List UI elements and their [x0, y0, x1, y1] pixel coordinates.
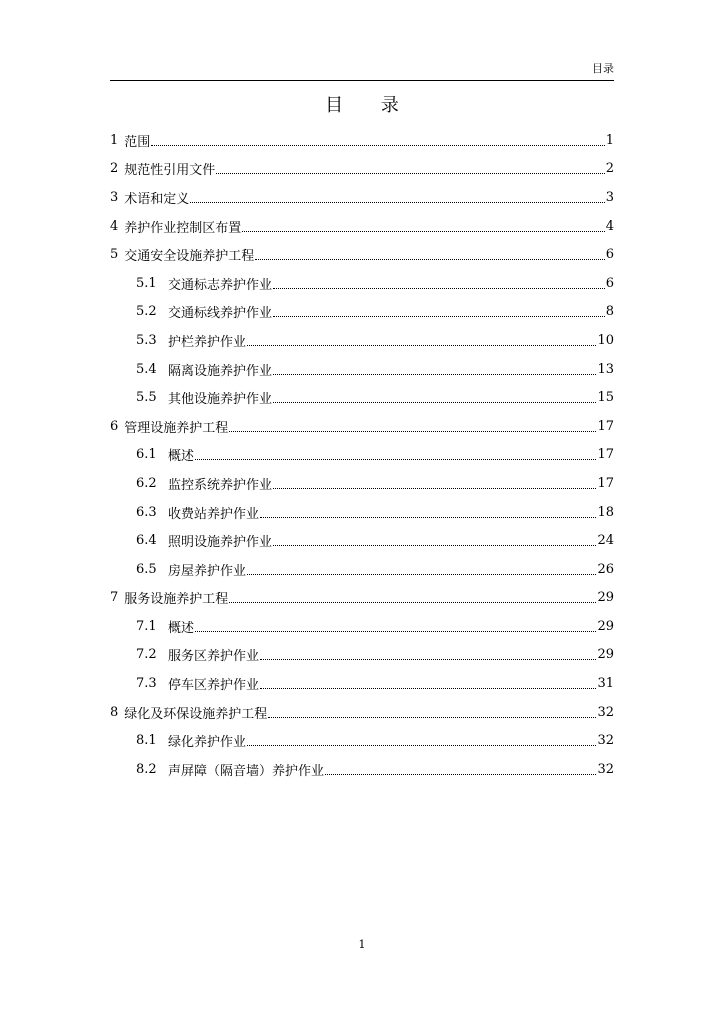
toc-entry-number: 8.1 [136, 733, 157, 749]
toc-dot-leader [247, 745, 596, 746]
toc-entry[interactable] [110, 355, 614, 384]
toc-entry[interactable] [110, 669, 614, 698]
toc-entry[interactable] [110, 155, 614, 184]
toc-entry[interactable] [110, 212, 614, 241]
toc-entry-title: 概述 [168, 620, 195, 636]
toc-entry-title: 交通标线养护作业 [168, 306, 273, 322]
toc-entry[interactable] [110, 726, 614, 755]
toc-dot-leader [151, 145, 604, 146]
toc-entry-title: 规范性引用文件 [124, 163, 216, 179]
toc-dot-leader [268, 717, 596, 718]
toc-entry-page: 6 [605, 247, 614, 263]
toc-dot-leader [255, 259, 604, 260]
toc-entry-number: 6.5 [136, 561, 157, 577]
toc-entry[interactable] [110, 183, 614, 212]
toc-entry-page: 15 [597, 390, 614, 406]
toc-entry-title: 术语和定义 [124, 191, 190, 207]
toc-entry[interactable] [110, 298, 614, 327]
toc-entry-number: 5 [110, 247, 119, 263]
toc-dot-leader [216, 173, 604, 174]
toc-entry-title: 房屋养护作业 [168, 563, 247, 579]
toc-entry[interactable] [110, 269, 614, 298]
toc-entry-title: 绿化及环保设施养护工程 [124, 706, 268, 722]
toc-dot-leader [325, 774, 596, 775]
toc-entry-number: 5.3 [136, 332, 157, 348]
toc-entry-page: 6 [605, 275, 614, 291]
toc-entry-number: 5.1 [136, 275, 157, 291]
toc-entry-number: 7 [110, 590, 119, 606]
toc-entry-title: 范围 [124, 134, 151, 150]
toc-entry-number: 1 [110, 132, 119, 148]
toc-entry-number: 6.4 [136, 533, 157, 549]
toc-entry-title: 护栏养护作业 [168, 334, 247, 350]
toc-dot-leader [260, 688, 596, 689]
toc-dot-leader [195, 459, 596, 460]
toc-entry-page: 32 [597, 761, 614, 777]
toc-entry-page: 26 [597, 561, 614, 577]
toc-entry[interactable] [110, 526, 614, 555]
toc-entry-page: 29 [597, 590, 614, 606]
toc-dot-leader [273, 402, 596, 403]
toc-entry-page: 31 [597, 676, 614, 692]
toc-entry-title: 服务区养护作业 [168, 649, 260, 665]
toc-dot-leader [247, 345, 596, 346]
toc-entry[interactable] [110, 383, 614, 412]
toc-entry[interactable] [110, 326, 614, 355]
toc-entry-number: 7.2 [136, 647, 157, 663]
toc-entry-page: 32 [597, 704, 614, 720]
toc-entry-page: 32 [597, 733, 614, 749]
toc-entry-page: 24 [597, 533, 614, 549]
toc-dot-leader [247, 574, 596, 575]
page-number: 1 [358, 938, 366, 951]
toc-entry-title: 声屏障（隔音墙）养护作业 [168, 763, 325, 779]
table-of-contents [110, 126, 614, 784]
toc-dot-leader [229, 431, 596, 432]
toc-entry-title: 概述 [168, 449, 195, 465]
toc-entry[interactable] [110, 555, 614, 584]
toc-entry-number: 8 [110, 704, 119, 720]
toc-entry-page: 8 [605, 304, 614, 320]
toc-entry-page: 4 [605, 218, 614, 234]
toc-entry-title: 服务设施养护工程 [124, 592, 229, 608]
running-header: 目录 [592, 62, 614, 75]
toc-entry-number: 8.2 [136, 761, 157, 777]
toc-dot-leader [273, 374, 596, 375]
toc-dot-leader [195, 631, 596, 632]
toc-dot-leader [242, 231, 604, 232]
toc-entry-page: 17 [597, 447, 614, 463]
toc-entry-title: 收费站养护作业 [168, 506, 260, 522]
header-rule [110, 80, 614, 81]
toc-dot-leader [273, 316, 605, 317]
toc-entry[interactable] [110, 755, 614, 784]
toc-entry-page: 18 [597, 504, 614, 520]
toc-entry[interactable] [110, 469, 614, 498]
toc-entry-page: 1 [605, 132, 614, 148]
toc-entry-number: 6.3 [136, 504, 157, 520]
toc-entry-page: 2 [605, 161, 614, 177]
toc-entry-title: 管理设施养护工程 [124, 420, 229, 436]
toc-entry[interactable] [110, 126, 614, 155]
toc-entry-title: 其他设施养护作业 [168, 392, 273, 408]
toc-entry-number: 2 [110, 161, 119, 177]
toc-entry-title: 监控系统养护作业 [168, 477, 273, 493]
toc-dot-leader [229, 602, 596, 603]
toc-dot-leader [273, 545, 596, 546]
toc-entry-number: 6 [110, 418, 119, 434]
toc-entry[interactable] [110, 584, 614, 613]
toc-entry-title: 养护作业控制区布置 [124, 220, 242, 236]
toc-entry[interactable] [110, 641, 614, 670]
toc-entry-page: 17 [597, 418, 614, 434]
toc-entry[interactable] [110, 498, 614, 527]
toc-entry[interactable] [110, 612, 614, 641]
toc-entry-number: 6.2 [136, 475, 157, 491]
toc-entry-page: 29 [597, 647, 614, 663]
toc-entry-title: 停车区养护作业 [168, 678, 260, 694]
toc-entry-number: 5.4 [136, 361, 157, 377]
toc-entry-title: 交通安全设施养护工程 [124, 249, 255, 265]
toc-entry-title: 照明设施养护作业 [168, 535, 273, 551]
toc-dot-leader [273, 488, 596, 489]
toc-entry-page: 13 [597, 361, 614, 377]
toc-entry-page: 29 [597, 618, 614, 634]
toc-entry[interactable] [110, 441, 614, 470]
toc-entry-number: 5.5 [136, 390, 157, 406]
toc-dot-leader [273, 288, 605, 289]
toc-entry-number: 5.2 [136, 304, 157, 320]
toc-entry-number: 7.1 [136, 618, 157, 634]
toc-entry-page: 10 [597, 332, 614, 348]
toc-entry[interactable] [110, 412, 614, 441]
toc-entry-title: 隔离设施养护作业 [168, 363, 273, 379]
toc-entry[interactable] [110, 240, 614, 269]
toc-entry-number: 3 [110, 189, 119, 205]
toc-entry[interactable] [110, 698, 614, 727]
toc-entry-page: 17 [597, 475, 614, 491]
toc-dot-leader [260, 659, 596, 660]
toc-entry-number: 6.1 [136, 447, 157, 463]
toc-entry-number: 4 [110, 218, 119, 234]
toc-entry-page: 3 [605, 189, 614, 205]
toc-title: 目 录 [325, 95, 415, 116]
toc-entry-title: 绿化养护作业 [168, 735, 247, 751]
toc-entry-title: 交通标志养护作业 [168, 277, 273, 293]
toc-entry-number: 7.3 [136, 676, 157, 692]
toc-dot-leader [260, 517, 596, 518]
toc-dot-leader [190, 202, 604, 203]
